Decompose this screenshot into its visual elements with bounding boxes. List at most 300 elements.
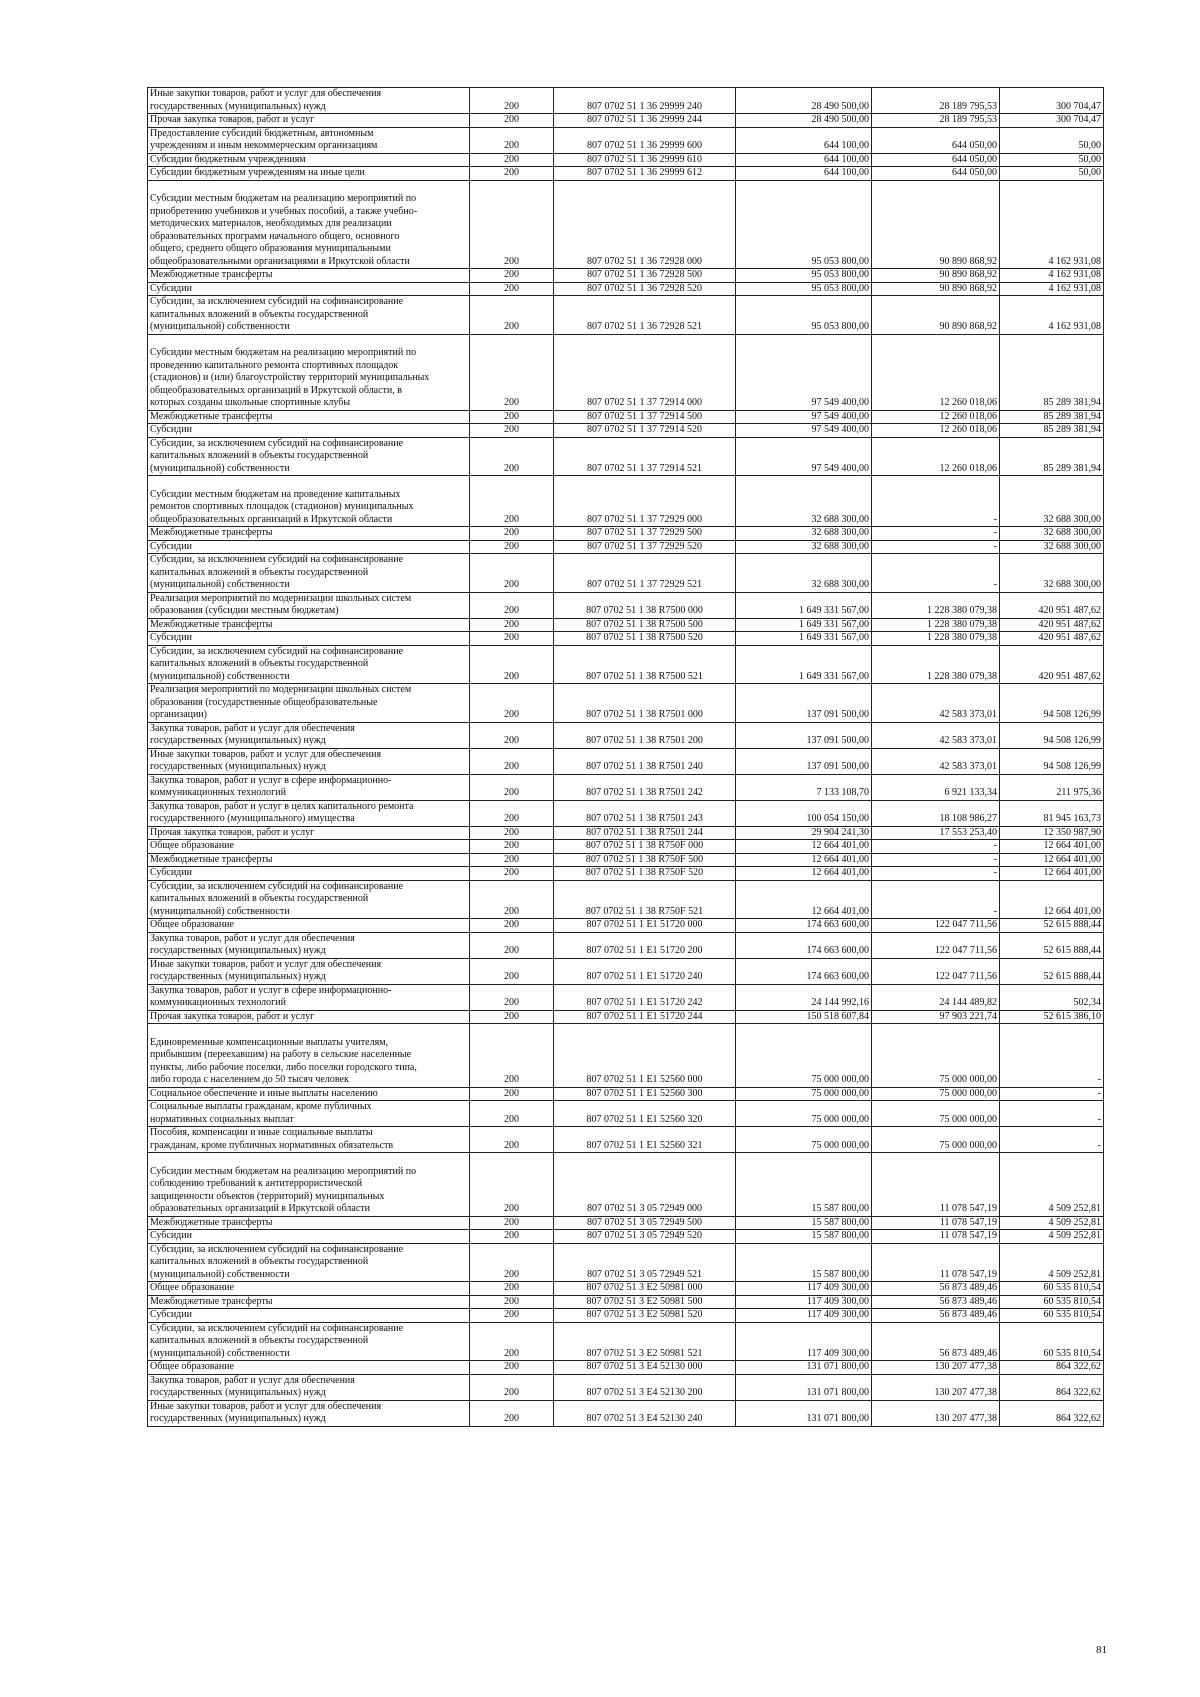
- table-row: [148, 774, 1104, 800]
- row-code-cell: 200: [470, 88, 554, 114]
- row-unexecuted-cell: 32 688 300,00: [1000, 476, 1104, 527]
- row-approved-cell: 15 587 800,00: [736, 1243, 872, 1282]
- row-executed-cell: 11 078 547,19: [872, 1243, 1000, 1282]
- row-kbk-cell: 807 0702 51 3 E4 52130 000: [554, 1361, 736, 1375]
- row-approved-cell: 75 000 000,00: [736, 1127, 872, 1153]
- row-executed-cell: -: [872, 540, 1000, 554]
- table-row: [148, 410, 1104, 424]
- row-kbk-cell: 807 0702 51 1 E1 52560 320: [554, 1101, 736, 1127]
- row-executed-cell: 56 873 489,46: [872, 1309, 1000, 1323]
- row-unexecuted-cell: 4 162 931,08: [1000, 282, 1104, 296]
- budget-report-page: [147, 87, 1103, 1427]
- row-code-cell: 200: [470, 1295, 554, 1309]
- row-kbk-cell: 807 0702 51 3 05 72949 520: [554, 1230, 736, 1244]
- row-name-cell: Межбюджетные трансферты: [148, 1295, 470, 1309]
- row-approved-cell: 12 664 401,00: [736, 840, 872, 854]
- row-code-cell: 200: [470, 800, 554, 826]
- row-name-cell: Прочая закупка товаров, работ и услуг: [148, 114, 470, 128]
- table-row: [148, 1295, 1104, 1309]
- row-approved-cell: 131 071 800,00: [736, 1374, 872, 1400]
- row-executed-cell: 28 189 795,53: [872, 88, 1000, 114]
- row-name-cell: Иные закупки товаров, работ и услуг для обеспечения государственных (муниципальных) нужд: [148, 1400, 470, 1426]
- row-code-cell: 200: [470, 167, 554, 181]
- row-kbk-cell: 807 0702 51 3 05 72949 500: [554, 1216, 736, 1230]
- row-unexecuted-cell: 4 162 931,08: [1000, 296, 1104, 335]
- row-name-cell: Субсидии местным бюджетам на реализацию мероприятий по приобретению учебников и учебных пособий, а также учебно- методических материалов, необходимых для реализации образовательных программ начального общего, основного общего, среднего общего образования муниципальными общеобразовательными организациями в Иркутской области: [148, 180, 470, 269]
- row-approved-cell: 137 091 500,00: [736, 722, 872, 748]
- row-executed-cell: 42 583 373,01: [872, 722, 1000, 748]
- row-code-cell: 200: [470, 334, 554, 410]
- row-code-cell: 200: [470, 1087, 554, 1101]
- row-unexecuted-cell: 420 951 487,62: [1000, 618, 1104, 632]
- row-name-cell: Закупка товаров, работ и услуг для обеспечения государственных (муниципальных) нужд: [148, 1374, 470, 1400]
- row-executed-cell: 644 050,00: [872, 127, 1000, 153]
- row-name-cell: Общее образование: [148, 1282, 470, 1296]
- table-row: [148, 1216, 1104, 1230]
- row-executed-cell: 42 583 373,01: [872, 748, 1000, 774]
- row-name-cell: Предоставление субсидий бюджетным, автономным учреждениям и иным некоммерческим организациям: [148, 127, 470, 153]
- table-row: [148, 424, 1104, 438]
- row-executed-cell: 11 078 547,19: [872, 1153, 1000, 1217]
- row-kbk-cell: 807 0702 51 1 E1 51720 242: [554, 984, 736, 1010]
- row-kbk-cell: 807 0702 51 1 38 R750F 500: [554, 853, 736, 867]
- row-unexecuted-cell: 85 289 381,94: [1000, 410, 1104, 424]
- table-row: [148, 476, 1104, 527]
- row-approved-cell: 131 071 800,00: [736, 1361, 872, 1375]
- row-executed-cell: 644 050,00: [872, 153, 1000, 167]
- row-kbk-cell: 807 0702 51 3 E2 50981 000: [554, 1282, 736, 1296]
- row-code-cell: 200: [470, 1024, 554, 1088]
- row-name-cell: Иные закупки товаров, работ и услуг для обеспечения государственных (муниципальных) нужд: [148, 88, 470, 114]
- row-code-cell: 200: [470, 180, 554, 269]
- row-kbk-cell: 807 0702 51 1 38 R7501 200: [554, 722, 736, 748]
- row-kbk-cell: 807 0702 51 1 38 R7500 520: [554, 632, 736, 646]
- row-unexecuted-cell: 85 289 381,94: [1000, 334, 1104, 410]
- row-unexecuted-cell: 32 688 300,00: [1000, 540, 1104, 554]
- row-unexecuted-cell: 50,00: [1000, 153, 1104, 167]
- row-executed-cell: 56 873 489,46: [872, 1322, 1000, 1361]
- row-unexecuted-cell: 4 162 931,08: [1000, 269, 1104, 283]
- table-row: [148, 880, 1104, 919]
- row-kbk-cell: 807 0702 51 1 38 R7500 521: [554, 645, 736, 684]
- row-approved-cell: 117 409 300,00: [736, 1309, 872, 1323]
- row-kbk-cell: 807 0702 51 3 E4 52130 240: [554, 1400, 736, 1426]
- row-unexecuted-cell: 60 535 810,54: [1000, 1295, 1104, 1309]
- row-name-cell: Прочая закупка товаров, работ и услуг: [148, 1010, 470, 1024]
- row-kbk-cell: 807 0702 51 1 E1 51720 000: [554, 919, 736, 933]
- row-unexecuted-cell: 60 535 810,54: [1000, 1322, 1104, 1361]
- row-name-cell: Общее образование: [148, 840, 470, 854]
- row-unexecuted-cell: 4 509 252,81: [1000, 1153, 1104, 1217]
- row-unexecuted-cell: 12 664 401,00: [1000, 867, 1104, 881]
- row-kbk-cell: 807 0702 51 1 36 72928 500: [554, 269, 736, 283]
- row-executed-cell: 90 890 868,92: [872, 180, 1000, 269]
- table-row: [148, 1153, 1104, 1217]
- row-executed-cell: 130 207 477,38: [872, 1400, 1000, 1426]
- row-executed-cell: 75 000 000,00: [872, 1127, 1000, 1153]
- row-code-cell: 200: [470, 1282, 554, 1296]
- row-unexecuted-cell: -: [1000, 1101, 1104, 1127]
- row-approved-cell: 12 664 401,00: [736, 880, 872, 919]
- row-kbk-cell: 807 0702 51 1 E1 51720 240: [554, 958, 736, 984]
- row-name-cell: Межбюджетные трансферты: [148, 853, 470, 867]
- row-name-cell: Межбюджетные трансферты: [148, 527, 470, 541]
- row-unexecuted-cell: 12 350 987,90: [1000, 826, 1104, 840]
- row-executed-cell: 1 228 380 079,38: [872, 618, 1000, 632]
- row-unexecuted-cell: 81 945 163,73: [1000, 800, 1104, 826]
- table-row: [148, 800, 1104, 826]
- row-approved-cell: 137 091 500,00: [736, 748, 872, 774]
- row-approved-cell: 100 054 150,00: [736, 800, 872, 826]
- row-code-cell: 200: [470, 684, 554, 723]
- row-unexecuted-cell: 94 508 126,99: [1000, 722, 1104, 748]
- row-approved-cell: 75 000 000,00: [736, 1101, 872, 1127]
- row-approved-cell: 117 409 300,00: [736, 1282, 872, 1296]
- row-approved-cell: 1 649 331 567,00: [736, 618, 872, 632]
- row-executed-cell: 1 228 380 079,38: [872, 645, 1000, 684]
- row-executed-cell: 90 890 868,92: [872, 296, 1000, 335]
- row-code-cell: 200: [470, 826, 554, 840]
- row-unexecuted-cell: 50,00: [1000, 127, 1104, 153]
- row-approved-cell: 75 000 000,00: [736, 1024, 872, 1088]
- row-executed-cell: 122 047 711,56: [872, 932, 1000, 958]
- table-row: [148, 153, 1104, 167]
- row-code-cell: 200: [470, 296, 554, 335]
- row-code-cell: 200: [470, 153, 554, 167]
- table-row: [148, 1309, 1104, 1323]
- table-row: [148, 437, 1104, 476]
- row-approved-cell: 117 409 300,00: [736, 1322, 872, 1361]
- row-kbk-cell: 807 0702 51 3 E2 50981 521: [554, 1322, 736, 1361]
- row-name-cell: Закупка товаров, работ и услуг для обеспечения государственных (муниципальных) нужд: [148, 722, 470, 748]
- row-code-cell: 200: [470, 958, 554, 984]
- row-executed-cell: 130 207 477,38: [872, 1374, 1000, 1400]
- row-name-cell: Иные закупки товаров, работ и услуг для обеспечения государственных (муниципальных) нужд: [148, 958, 470, 984]
- row-code-cell: 200: [470, 1309, 554, 1323]
- row-approved-cell: 644 100,00: [736, 153, 872, 167]
- row-executed-cell: 28 189 795,53: [872, 114, 1000, 128]
- row-unexecuted-cell: 12 664 401,00: [1000, 880, 1104, 919]
- row-code-cell: 200: [470, 645, 554, 684]
- row-kbk-cell: 807 0702 51 1 36 72928 520: [554, 282, 736, 296]
- row-executed-cell: -: [872, 554, 1000, 593]
- row-name-cell: Субсидии: [148, 867, 470, 881]
- row-unexecuted-cell: 4 509 252,81: [1000, 1216, 1104, 1230]
- row-code-cell: 200: [470, 410, 554, 424]
- table-row: [148, 334, 1104, 410]
- row-code-cell: 200: [470, 1361, 554, 1375]
- row-unexecuted-cell: 60 535 810,54: [1000, 1309, 1104, 1323]
- row-executed-cell: 1 228 380 079,38: [872, 592, 1000, 618]
- row-executed-cell: 1 228 380 079,38: [872, 632, 1000, 646]
- row-approved-cell: 644 100,00: [736, 127, 872, 153]
- row-approved-cell: 1 649 331 567,00: [736, 645, 872, 684]
- row-approved-cell: 12 664 401,00: [736, 867, 872, 881]
- row-kbk-cell: 807 0702 51 1 E1 52560 300: [554, 1087, 736, 1101]
- table-row: [148, 919, 1104, 933]
- row-approved-cell: 97 549 400,00: [736, 424, 872, 438]
- row-approved-cell: 15 587 800,00: [736, 1230, 872, 1244]
- row-executed-cell: 24 144 489,82: [872, 984, 1000, 1010]
- row-name-cell: Субсидии бюджетным учреждениям: [148, 153, 470, 167]
- row-code-cell: 200: [470, 867, 554, 881]
- row-kbk-cell: 807 0702 51 1 38 R750F 520: [554, 867, 736, 881]
- row-executed-cell: 56 873 489,46: [872, 1295, 1000, 1309]
- row-name-cell: Закупка товаров, работ и услуг в целях капитального ремонта государственного (муниципального) имущества: [148, 800, 470, 826]
- row-unexecuted-cell: 94 508 126,99: [1000, 748, 1104, 774]
- row-code-cell: 200: [470, 774, 554, 800]
- row-name-cell: Реализация мероприятий по модернизации школьных систем образования (субсидии местным бюджетам): [148, 592, 470, 618]
- row-name-cell: Реализация мероприятий по модернизации школьных систем образования (государственные общеобразовательные организации): [148, 684, 470, 723]
- row-executed-cell: -: [872, 867, 1000, 881]
- table-row: [148, 853, 1104, 867]
- row-kbk-cell: 807 0702 51 1 38 R7500 500: [554, 618, 736, 632]
- row-unexecuted-cell: 864 322,62: [1000, 1400, 1104, 1426]
- table-body: [148, 88, 1104, 1427]
- table-row: [148, 592, 1104, 618]
- row-code-cell: 200: [470, 127, 554, 153]
- row-kbk-cell: 807 0702 51 1 E1 52560 321: [554, 1127, 736, 1153]
- row-kbk-cell: 807 0702 51 1 36 29999 240: [554, 88, 736, 114]
- row-name-cell: Межбюджетные трансферты: [148, 410, 470, 424]
- table-row: [148, 296, 1104, 335]
- row-code-cell: 200: [470, 919, 554, 933]
- row-executed-cell: 12 260 018,06: [872, 410, 1000, 424]
- row-code-cell: 200: [470, 1374, 554, 1400]
- row-kbk-cell: 807 0702 51 1 38 R7501 243: [554, 800, 736, 826]
- row-name-cell: Социальные выплаты гражданам, кроме публичных нормативных социальных выплат: [148, 1101, 470, 1127]
- row-kbk-cell: 807 0702 51 3 05 72949 000: [554, 1153, 736, 1217]
- row-name-cell: Субсидии, за исключением субсидий на софинансирование капитальных вложений в объекты государственной (муниципальной) собственности: [148, 645, 470, 684]
- table-row: [148, 958, 1104, 984]
- table-row: [148, 167, 1104, 181]
- row-kbk-cell: 807 0702 51 1 36 29999 612: [554, 167, 736, 181]
- row-executed-cell: -: [872, 880, 1000, 919]
- row-code-cell: 200: [470, 1230, 554, 1244]
- row-name-cell: Межбюджетные трансферты: [148, 269, 470, 283]
- row-unexecuted-cell: 4 509 252,81: [1000, 1243, 1104, 1282]
- row-executed-cell: 644 050,00: [872, 167, 1000, 181]
- row-kbk-cell: 807 0702 51 1 37 72914 000: [554, 334, 736, 410]
- row-kbk-cell: 807 0702 51 1 E1 51720 200: [554, 932, 736, 958]
- row-executed-cell: 75 000 000,00: [872, 1101, 1000, 1127]
- table-row: [148, 114, 1104, 128]
- row-unexecuted-cell: 4 509 252,81: [1000, 1230, 1104, 1244]
- row-name-cell: Закупка товаров, работ и услуг для обеспечения государственных (муниципальных) нужд: [148, 932, 470, 958]
- row-unexecuted-cell: 50,00: [1000, 167, 1104, 181]
- table-row: [148, 1127, 1104, 1153]
- row-approved-cell: 28 490 500,00: [736, 88, 872, 114]
- table-row: [148, 645, 1104, 684]
- row-kbk-cell: 807 0702 51 1 36 72928 521: [554, 296, 736, 335]
- row-unexecuted-cell: 864 322,62: [1000, 1374, 1104, 1400]
- row-name-cell: Субсидии, за исключением субсидий на софинансирование капитальных вложений в объекты государственной (муниципальной) собственности: [148, 554, 470, 593]
- table-row: [148, 722, 1104, 748]
- row-name-cell: Субсидии: [148, 1309, 470, 1323]
- row-executed-cell: -: [872, 853, 1000, 867]
- row-unexecuted-cell: 420 951 487,62: [1000, 645, 1104, 684]
- row-executed-cell: 12 260 018,06: [872, 334, 1000, 410]
- row-code-cell: 200: [470, 618, 554, 632]
- row-kbk-cell: 807 0702 51 1 E1 52560 000: [554, 1024, 736, 1088]
- budget-execution-table: [147, 87, 1104, 1427]
- row-unexecuted-cell: 4 162 931,08: [1000, 180, 1104, 269]
- row-name-cell: Субсидии: [148, 540, 470, 554]
- table-row: [148, 632, 1104, 646]
- page-number: 81: [1096, 1644, 1107, 1656]
- row-unexecuted-cell: -: [1000, 1087, 1104, 1101]
- row-approved-cell: 95 053 800,00: [736, 269, 872, 283]
- row-kbk-cell: 807 0702 51 1 38 R7501 240: [554, 748, 736, 774]
- row-code-cell: 200: [470, 632, 554, 646]
- row-code-cell: 200: [470, 984, 554, 1010]
- row-kbk-cell: 807 0702 51 1 36 29999 244: [554, 114, 736, 128]
- row-executed-cell: 17 553 253,40: [872, 826, 1000, 840]
- row-executed-cell: 90 890 868,92: [872, 282, 1000, 296]
- row-code-cell: 200: [470, 424, 554, 438]
- row-code-cell: 200: [470, 1216, 554, 1230]
- row-approved-cell: 1 649 331 567,00: [736, 632, 872, 646]
- row-kbk-cell: 807 0702 51 1 38 R750F 000: [554, 840, 736, 854]
- row-kbk-cell: 807 0702 51 1 37 72929 520: [554, 540, 736, 554]
- row-unexecuted-cell: 502,34: [1000, 984, 1104, 1010]
- row-executed-cell: -: [872, 840, 1000, 854]
- row-executed-cell: -: [872, 527, 1000, 541]
- table-row: [148, 180, 1104, 269]
- row-executed-cell: 11 078 547,19: [872, 1230, 1000, 1244]
- row-unexecuted-cell: -: [1000, 1024, 1104, 1088]
- row-code-cell: 200: [470, 114, 554, 128]
- row-kbk-cell: 807 0702 51 3 E2 50981 500: [554, 1295, 736, 1309]
- row-name-cell: Субсидии местным бюджетам на реализацию мероприятий по соблюдению требований к антитеррористической защищенности объектов (территорий) муниципальных образовательных организаций в Иркутской области: [148, 1153, 470, 1217]
- row-unexecuted-cell: 32 688 300,00: [1000, 554, 1104, 593]
- row-unexecuted-cell: -: [1000, 1127, 1104, 1153]
- row-name-cell: Пособия, компенсации и иные социальные выплаты гражданам, кроме публичных нормативных обязательств: [148, 1127, 470, 1153]
- table-row: [148, 1087, 1104, 1101]
- row-code-cell: 200: [470, 1101, 554, 1127]
- table-row: [148, 1374, 1104, 1400]
- row-approved-cell: 15 587 800,00: [736, 1216, 872, 1230]
- row-approved-cell: 1 649 331 567,00: [736, 592, 872, 618]
- row-code-cell: 200: [470, 476, 554, 527]
- row-approved-cell: 95 053 800,00: [736, 282, 872, 296]
- table-row: [148, 1024, 1104, 1088]
- row-code-cell: 200: [470, 1322, 554, 1361]
- row-unexecuted-cell: 12 664 401,00: [1000, 840, 1104, 854]
- row-unexecuted-cell: 52 615 888,44: [1000, 919, 1104, 933]
- row-unexecuted-cell: 94 508 126,99: [1000, 684, 1104, 723]
- row-unexecuted-cell: 32 688 300,00: [1000, 527, 1104, 541]
- row-name-cell: Иные закупки товаров, работ и услуг для обеспечения государственных (муниципальных) нужд: [148, 748, 470, 774]
- row-executed-cell: 12 260 018,06: [872, 437, 1000, 476]
- row-code-cell: 200: [470, 880, 554, 919]
- row-kbk-cell: 807 0702 51 3 E4 52130 200: [554, 1374, 736, 1400]
- row-approved-cell: 97 549 400,00: [736, 334, 872, 410]
- row-executed-cell: 11 078 547,19: [872, 1216, 1000, 1230]
- row-executed-cell: 122 047 711,56: [872, 958, 1000, 984]
- row-executed-cell: 18 108 986,27: [872, 800, 1000, 826]
- row-approved-cell: 15 587 800,00: [736, 1153, 872, 1217]
- row-code-cell: 200: [470, 722, 554, 748]
- row-approved-cell: 24 144 992,16: [736, 984, 872, 1010]
- row-unexecuted-cell: 52 615 888,44: [1000, 958, 1104, 984]
- row-approved-cell: 28 490 500,00: [736, 114, 872, 128]
- row-approved-cell: 644 100,00: [736, 167, 872, 181]
- row-approved-cell: 174 663 600,00: [736, 932, 872, 958]
- row-executed-cell: 122 047 711,56: [872, 919, 1000, 933]
- row-name-cell: Субсидии, за исключением субсидий на софинансирование капитальных вложений в объекты государственной (муниципальной) собственности: [148, 1322, 470, 1361]
- row-kbk-cell: 807 0702 51 1 38 R7501 242: [554, 774, 736, 800]
- table-row: [148, 282, 1104, 296]
- row-unexecuted-cell: 300 704,47: [1000, 114, 1104, 128]
- table-row: [148, 1322, 1104, 1361]
- row-kbk-cell: 807 0702 51 1 38 R7500 000: [554, 592, 736, 618]
- table-row: [148, 1243, 1104, 1282]
- row-unexecuted-cell: 211 975,36: [1000, 774, 1104, 800]
- row-name-cell: Субсидии бюджетным учреждениям на иные цели: [148, 167, 470, 181]
- row-executed-cell: 75 000 000,00: [872, 1087, 1000, 1101]
- table-row: [148, 748, 1104, 774]
- row-unexecuted-cell: 52 615 888,44: [1000, 932, 1104, 958]
- row-executed-cell: 42 583 373,01: [872, 684, 1000, 723]
- table-row: [148, 1361, 1104, 1375]
- row-approved-cell: 29 904 241,30: [736, 826, 872, 840]
- table-row: [148, 127, 1104, 153]
- row-approved-cell: 150 518 607,84: [736, 1010, 872, 1024]
- row-name-cell: Субсидии местным бюджетам на реализацию мероприятий по проведению капитального ремонта спортивных площадок (стадионов) и (или) благоустройству территорий муниципальных общеобразовательных организаций в Иркутской области, в которых созданы школьные спортивные клубы: [148, 334, 470, 410]
- table-row: [148, 540, 1104, 554]
- row-code-cell: 200: [470, 437, 554, 476]
- row-name-cell: Субсидии: [148, 632, 470, 646]
- row-kbk-cell: 807 0702 51 1 37 72914 520: [554, 424, 736, 438]
- row-code-cell: 200: [470, 840, 554, 854]
- row-kbk-cell: 807 0702 51 3 05 72949 521: [554, 1243, 736, 1282]
- row-kbk-cell: 807 0702 51 1 E1 51720 244: [554, 1010, 736, 1024]
- row-name-cell: Прочая закупка товаров, работ и услуг: [148, 826, 470, 840]
- row-approved-cell: 117 409 300,00: [736, 1295, 872, 1309]
- row-name-cell: Субсидии: [148, 424, 470, 438]
- row-unexecuted-cell: 420 951 487,62: [1000, 592, 1104, 618]
- row-executed-cell: 97 903 221,74: [872, 1010, 1000, 1024]
- row-executed-cell: 12 260 018,06: [872, 424, 1000, 438]
- row-name-cell: Субсидии: [148, 1230, 470, 1244]
- table-row: [148, 984, 1104, 1010]
- row-approved-cell: 7 133 108,70: [736, 774, 872, 800]
- row-executed-cell: 56 873 489,46: [872, 1282, 1000, 1296]
- row-kbk-cell: 807 0702 51 1 36 29999 610: [554, 153, 736, 167]
- row-approved-cell: 12 664 401,00: [736, 853, 872, 867]
- row-code-cell: 200: [470, 554, 554, 593]
- row-kbk-cell: 807 0702 51 1 37 72929 521: [554, 554, 736, 593]
- row-name-cell: Субсидии, за исключением субсидий на софинансирование капитальных вложений в объекты государственной (муниципальной) собственности: [148, 880, 470, 919]
- row-name-cell: Субсидии, за исключением субсидий на софинансирование капитальных вложений в объекты государственной (муниципальной) собственности: [148, 296, 470, 335]
- row-name-cell: Общее образование: [148, 919, 470, 933]
- row-unexecuted-cell: 60 535 810,54: [1000, 1282, 1104, 1296]
- row-code-cell: 200: [470, 1400, 554, 1426]
- row-code-cell: 200: [470, 932, 554, 958]
- row-kbk-cell: 807 0702 51 1 37 72929 000: [554, 476, 736, 527]
- row-name-cell: Межбюджетные трансферты: [148, 1216, 470, 1230]
- row-approved-cell: 174 663 600,00: [736, 919, 872, 933]
- row-code-cell: 200: [470, 1153, 554, 1217]
- row-approved-cell: 95 053 800,00: [736, 296, 872, 335]
- table-row: [148, 88, 1104, 114]
- row-code-cell: 200: [470, 592, 554, 618]
- row-kbk-cell: 807 0702 51 1 37 72914 500: [554, 410, 736, 424]
- row-approved-cell: 95 053 800,00: [736, 180, 872, 269]
- row-approved-cell: 137 091 500,00: [736, 684, 872, 723]
- row-unexecuted-cell: 420 951 487,62: [1000, 632, 1104, 646]
